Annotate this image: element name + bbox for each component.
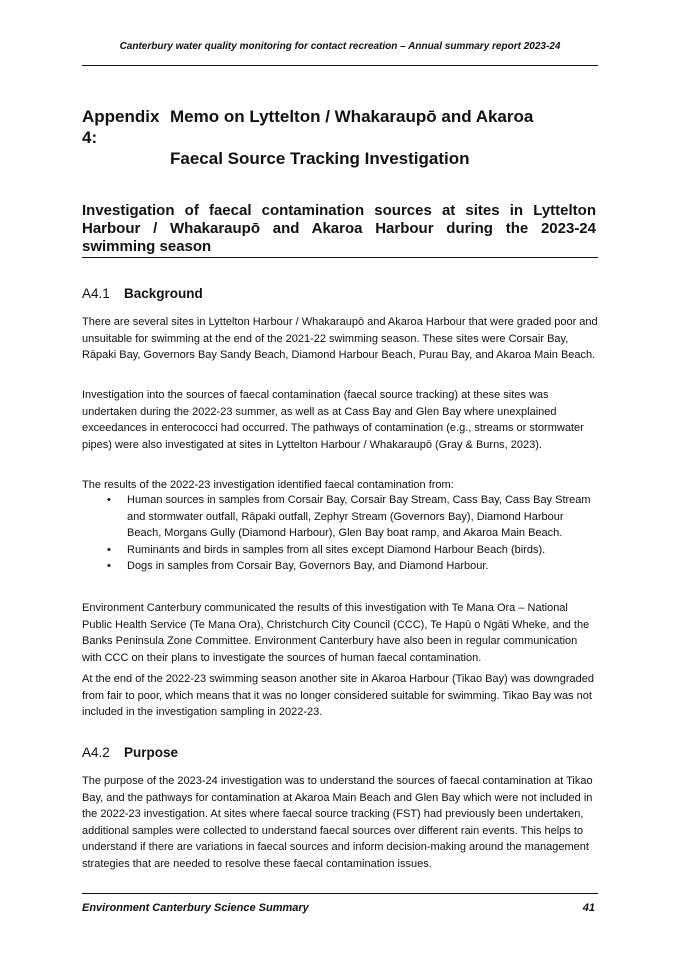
paragraph: Investigation into the sources of faecal contamination (faecal source tracking) at these sites was undertaken during the 2022-23 summer, as well as at Cass Bay and Glen Bay where unexplained exceedances in enterococci had occurred. The pathways of contamination (e.g., streams or stormwater pipes) were also investigated at sites in Lyttelton Harbour / Whakaraupō (Gray & Burns, 2023).	[82, 389, 584, 451]
section-heading-purpose	[82, 745, 178, 760]
section-heading-background	[82, 286, 203, 301]
appendix-title-line2: Faecal Source Tracking Investigation	[170, 149, 470, 168]
section-number: A4.2	[82, 745, 110, 760]
bullet-icon: •	[107, 494, 111, 506]
bullet-icon: •	[107, 543, 111, 556]
running-header: Canterbury water quality monitoring for contact recreation – Annual summary report 2023-24	[119, 41, 561, 52]
footer-publication: Environment Canterbury Science Summary	[82, 902, 309, 914]
appendix-title-line1: Memo on Lyttelton / Whakaraupō and Akaroa	[170, 107, 534, 126]
bullet-icon: •	[107, 560, 111, 573]
bullet-list	[82, 492, 598, 575]
list-item: • Ruminants and birds in samples from all sites except Diamond Harbour Beach (birds).	[82, 542, 598, 559]
list-item: • Human sources in samples from Corsair Bay, Corsair Bay Stream, Cass Bay, Cass Bay Stream and stormwater outfall, Rāpaki outfall, Zephyr Stream (Governors Bay), Diamond Harbour Beach, Morgans Gully (Diamond Harbour), Glen Bay boat ramp, and Akaroa Main Beach.	[107, 494, 591, 540]
paragraph: Environment Canterbury communicated the results of this investigation with Te Mana Ora – National Public Health Service (Te Mana Ora), Christchurch City Council (CCC), Te Hapū o Ngāti Wheke, and the Banks Peninsula Zone Committee. Environment Canterbury have also been in regular communication with CCC on their plans to investigate the sources of human faecal contamination.	[82, 602, 590, 664]
memo-title-rule	[82, 257, 598, 258]
appendix-title	[82, 106, 602, 169]
page-number: 41	[582, 902, 595, 914]
section-title: Background	[124, 286, 203, 301]
paragraph: The results of the 2022-23 investigation identified faecal contamination from:	[82, 479, 454, 491]
paragraph: The purpose of the 2023-24 investigation was to understand the sources of faecal contamination at Tikao Bay, and the pathways for contamination at Akaroa Main Beach and Glen Bay which were not included in the 2022-23 investigation. At sites where faecal source tracking (FST) had previously been undertaken, additional samples were collected to understand faecal sources over different rain events. This helps to understand if there are variations in faecal sources and inform decision-making around the management strategies that are needed to resolve these faecal contamination issues.	[82, 775, 593, 870]
appendix-label: Appendix 4:	[82, 107, 160, 147]
memo-title: Investigation of faecal contamination sources at sites in Lyttelton Harbour / Whakaraupō and Akaroa Harbour during the 2023-24 swimming season	[82, 202, 596, 255]
footer-rule	[82, 893, 598, 894]
section-number: A4.1	[82, 286, 110, 301]
header-rule	[82, 65, 598, 66]
list-item: • Dogs in samples from Corsair Bay, Governors Bay, and Diamond Harbour.	[82, 558, 598, 575]
section-title: Purpose	[124, 745, 179, 760]
paragraph: At the end of the 2022-23 swimming season another site in Akaroa Harbour (Tikao Bay) was downgraded from fair to poor, which means that it was no longer considered suitable for swimming. Tikao Bay was not included in the investigation sampling in 2022-23.	[82, 673, 594, 719]
paragraph: There are several sites in Lyttelton Harbour / Whakaraupō and Akaroa Harbour that were graded poor and unsuitable for swimming at the end of the 2021-22 swimming season. These sites were Corsair Bay, Rāpaki Bay, Governors Bay Sandy Beach, Diamond Harbour Beach, Purau Bay, and Akaroa Main Beach.	[82, 316, 598, 362]
